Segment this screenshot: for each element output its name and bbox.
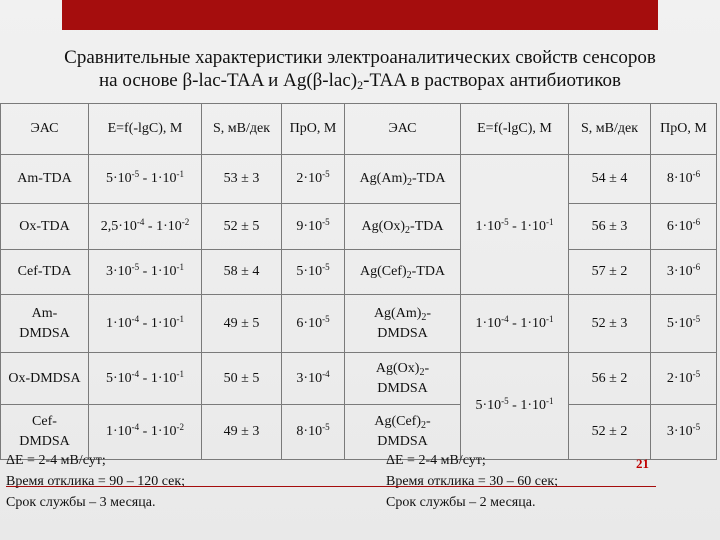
column-header: ПрО, М	[651, 104, 717, 155]
cell-range-left: $3\cdot 10^{-5} - 1\cdot 10^{-1}$	[89, 250, 202, 295]
cell-range-left: $1\cdot 10^{-4} - 1\cdot 10^{-1}$	[89, 295, 202, 353]
cell-slope-left: 52 ± 5	[202, 204, 282, 250]
cell-limit-right: $6\cdot 10^{-6}$	[651, 204, 717, 250]
cell-range-right-empty	[461, 155, 569, 204]
cell-slope-right: 56 ± 2	[569, 353, 651, 405]
table-row	[1, 204, 717, 250]
cell-range-left: $5\cdot 10^{-5} - 1\cdot 10^{-1}$	[89, 155, 202, 204]
cell-range-left: $2,5\cdot 10^{-4} - 1\cdot 10^{-2}$	[89, 204, 202, 250]
slide-title	[0, 46, 720, 92]
cell-range-left: $1\cdot 10^{-4} - 1\cdot 10^{-2}$	[89, 405, 202, 460]
notes-left	[6, 450, 185, 513]
cell-slope-right: 57 ± 2	[569, 250, 651, 295]
cell-limit-left: $8\cdot 10^{-5}$	[282, 405, 345, 460]
note-drift: ΔE = 2-4 мВ/сут;	[386, 453, 486, 468]
table-header-row	[1, 104, 717, 155]
cell-eas-left: Cef-TDA	[1, 250, 89, 295]
column-header: S, мВ/дек	[569, 104, 651, 155]
note-lifetime: Срок службы – 2 месяца.	[386, 495, 536, 510]
cell-range-right-dmdsa: $5\cdot 10^{-5} - 1\cdot 10^{-1}$	[461, 353, 569, 460]
cell-eas-left: Ox-DMDSA	[1, 353, 89, 405]
cell-slope-left: 50 ± 5	[202, 353, 282, 405]
column-header: S, мВ/дек	[202, 104, 282, 155]
cell-eas-right: $Ag(Ox)_2$-TDA	[345, 204, 461, 250]
cell-eas-right: $Ag(Cef)_2$-TDA	[345, 250, 461, 295]
cell-slope-right: 56 ± 3	[569, 204, 651, 250]
column-header: E=f(-lgC), M	[461, 104, 569, 155]
title-line-2-sub: 2	[357, 78, 364, 92]
cell-eas-right: $Ag(Cef)_2-$ DMDSA	[345, 405, 461, 460]
title-line-2-text: на основе β-lac-TAA и Ag(β-lac)	[99, 70, 358, 91]
cell-limit-left: $9\cdot 10^{-5}$	[282, 204, 345, 250]
cell-slope-right: 52 ± 2	[569, 405, 651, 460]
title-line-1: Сравнительные характеристики электроаналитических свойств сенсоров	[64, 47, 656, 68]
cell-eas-left: Cef- DMDSA	[1, 405, 89, 460]
cell-slope-left: 53 ± 3	[202, 155, 282, 204]
cell-range-right-empty	[461, 250, 569, 295]
note-response-time: Время отклика = 30 – 60 сек;	[386, 474, 559, 489]
cell-range-left: $5\cdot 10^{-4} - 1\cdot 10^{-1}$	[89, 353, 202, 405]
cell-slope-left: 58 ± 4	[202, 250, 282, 295]
cell-eas-left: Am- DMDSA	[1, 295, 89, 353]
page-number: 21	[636, 456, 649, 471]
note-drift: ΔE = 2-4 мВ/сут;	[6, 453, 106, 468]
table-row	[1, 295, 717, 353]
column-header: E=f(-lgC), M	[89, 104, 202, 155]
cell-slope-right: 52 ± 3	[569, 295, 651, 353]
cell-slope-left: 49 ± 5	[202, 295, 282, 353]
cell-limit-left: $2\cdot 10^{-5}$	[282, 155, 345, 204]
cell-limit-right: $2\cdot 10^{-5}$	[651, 353, 717, 405]
cell-eas-right: $Ag(Am)_2-$ DMDSA	[345, 295, 461, 353]
cell-limit-right: $3\cdot 10^{-6}$	[651, 250, 717, 295]
cell-eas-right: $Ag(Am)_2$-TDA	[345, 155, 461, 204]
table-row	[1, 250, 717, 295]
note-lifetime: Срок службы – 3 месяца.	[6, 495, 156, 510]
cell-slope-left: 49 ± 3	[202, 405, 282, 460]
column-header: ПрО, М	[282, 104, 345, 155]
cell-range-right-tda: $1\cdot 10^{-5} - 1\cdot 10^{-1}$	[461, 204, 569, 250]
table-row	[1, 353, 717, 405]
cell-range-right: $1\cdot 10^{-4} - 1\cdot 10^{-1}$	[461, 295, 569, 353]
cell-eas-left: Ox-TDA	[1, 204, 89, 250]
cell-eas-left: Am-TDA	[1, 155, 89, 204]
cell-slope-right: 54 ± 4	[569, 155, 651, 204]
notes-right	[386, 450, 558, 513]
title-line-2	[0, 69, 720, 92]
cell-limit-left: $5\cdot 10^{-5}$	[282, 250, 345, 295]
cell-eas-right: $Ag(Ox)_2-$ DMDSA	[345, 353, 461, 405]
cell-limit-right: $5\cdot 10^{-5}$	[651, 295, 717, 353]
note-response-time: Время отклика = 90 – 120 сек;	[6, 474, 186, 489]
column-header: ЭАС	[1, 104, 89, 155]
table-row	[1, 155, 717, 204]
comparison-table	[0, 103, 717, 460]
title-line-2-tail: -TAA в растворах антибиотиков	[363, 70, 621, 91]
cell-limit-left: $6\cdot 10^{-5}$	[282, 295, 345, 353]
cell-limit-right: $3\cdot 10^{-5}$	[651, 405, 717, 460]
footer-rule	[6, 486, 656, 487]
header-bar	[62, 0, 658, 30]
column-header: ЭАС	[345, 104, 461, 155]
cell-limit-right: $8\cdot 10^{-6}$	[651, 155, 717, 204]
cell-limit-left: $3\cdot 10^{-4}$	[282, 353, 345, 405]
